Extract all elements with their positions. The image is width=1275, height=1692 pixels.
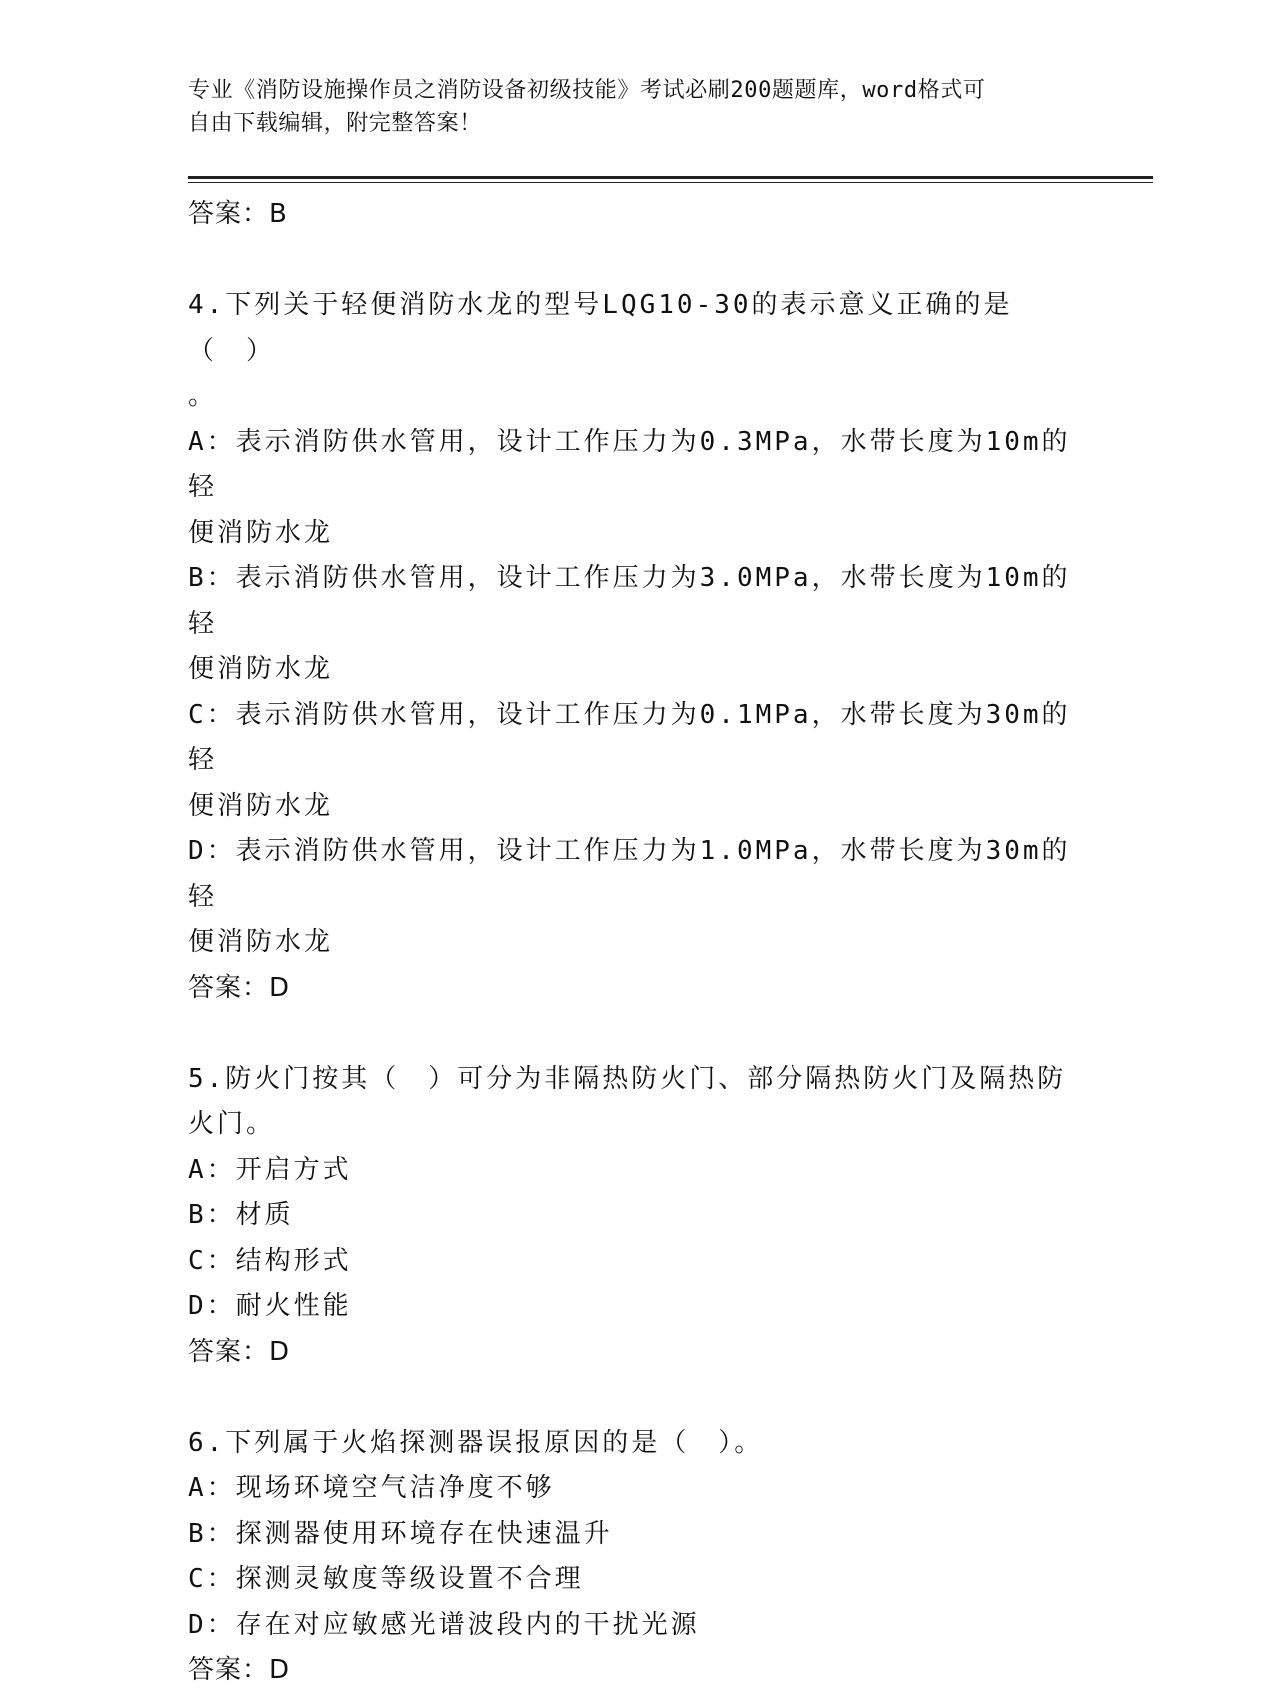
- option-d: D：存在对应敏感光谱波段内的干扰光源: [188, 1603, 1088, 1649]
- question-4: [188, 283, 1088, 1010]
- answer: 答案：D: [188, 1648, 1088, 1692]
- option-b: B：材质: [188, 1193, 1088, 1239]
- header-divider-thin: [188, 182, 1153, 183]
- option-line: 便消防水龙: [188, 920, 1088, 966]
- option-d: D：耐火性能: [188, 1284, 1088, 1330]
- option-line: 便消防水龙: [188, 647, 1088, 693]
- option-d: [188, 829, 1088, 966]
- option-a: A：开启方式: [188, 1148, 1088, 1194]
- answer: 答案：D: [188, 1330, 1088, 1374]
- document-body: [188, 188, 1088, 1692]
- question-stem: [188, 283, 1068, 420]
- option-b: [188, 556, 1088, 693]
- option-line: A：表示消防供水管用，设计工作压力为0.3MPa，水带长度为10m的轻: [188, 420, 1088, 511]
- option-a: [188, 420, 1088, 557]
- question-5: [188, 1057, 1088, 1374]
- header-divider-thick: [188, 176, 1153, 179]
- option-line: B：表示消防供水管用，设计工作压力为3.0MPa，水带长度为10m的轻: [188, 556, 1088, 647]
- question-stem-line: 火门。: [188, 1102, 1068, 1148]
- question-stem-line: 5.防火门按其（ ）可分为非隔热防火门、部分隔热防火门及隔热防: [188, 1057, 1068, 1103]
- option-b: B：探测器使用环境存在快速温升: [188, 1512, 1088, 1558]
- question-stem-line: 6.下列属于火焰探测器误报原因的是（ ）。: [188, 1421, 1068, 1467]
- question-stem-line: 。: [188, 374, 1068, 420]
- question-stem-line: 4.下列关于轻便消防水龙的型号LQG10-30的表示意义正确的是（ ）: [188, 283, 1068, 374]
- option-line: 便消防水龙: [188, 784, 1088, 830]
- question-6: [188, 1421, 1088, 1692]
- question-stem: [188, 1421, 1068, 1467]
- header-line-2: 自由下载编辑，附完整答案！: [188, 107, 1088, 140]
- option-line: 便消防水龙: [188, 511, 1088, 557]
- document-header: [188, 74, 1088, 140]
- answer-previous-question: 答案：B: [188, 192, 1088, 236]
- answer: 答案：D: [188, 966, 1088, 1010]
- header-line-1: 专业《消防设施操作员之消防设备初级技能》考试必刷200题题库，word格式可: [188, 74, 1088, 107]
- option-c: [188, 693, 1088, 830]
- question-stem: [188, 1057, 1068, 1148]
- option-line: C：表示消防供水管用，设计工作压力为0.1MPa，水带长度为30m的轻: [188, 693, 1088, 784]
- option-line: D：表示消防供水管用，设计工作压力为1.0MPa，水带长度为30m的轻: [188, 829, 1088, 920]
- option-c: C：结构形式: [188, 1239, 1088, 1285]
- option-a: A：现场环境空气洁净度不够: [188, 1466, 1088, 1512]
- option-c: C：探测灵敏度等级设置不合理: [188, 1557, 1088, 1603]
